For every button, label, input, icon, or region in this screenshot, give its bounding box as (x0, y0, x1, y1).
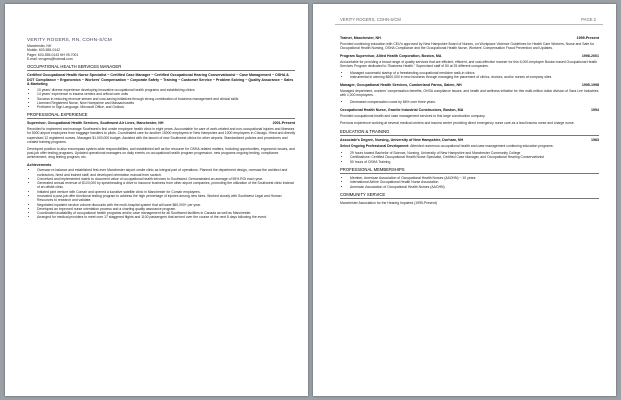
header-divider (335, 24, 603, 25)
list-item: • Proficient in Sign Language, Microsoft Office, and Outlook (37, 105, 295, 109)
section-heading: PROFESSIONAL EXPERIENCE (27, 112, 88, 118)
job-dates: 1999-Present (576, 36, 599, 40)
list-item: • Licensed Registered Nurse, New Hampshire and Massachusetts (37, 101, 295, 105)
job-heading-row (27, 121, 295, 126)
list-item: • Arranged for medical providers to meet over 17 staggered flights and 1100 passengers that arrived over the course of the next 8 days following the event. (37, 215, 295, 219)
job-bullets (340, 100, 599, 104)
page-2-content (340, 36, 599, 390)
divider (27, 118, 295, 119)
degree: Associate's Degree, Nursing, University of New Hampshire, Durham, NH (340, 137, 464, 142)
list-item: • Instrumental in winning $600,000 in new business through managing the placement of clinics, doctors, and/or nurses at company sites (350, 75, 599, 79)
contact-line: Mobile: 603-555-0142 (27, 48, 60, 53)
list-item: • Generated annual revenue of $120,000 by spearheading a drive to insource business from other airport companies, promoting the utilization of the Southwest clinic instead of an offsite clinic. (37, 181, 295, 190)
section-heading: PROFESSIONAL MEMBERSHIPS (340, 166, 405, 172)
job-dates: 1995-1998 (581, 83, 599, 88)
page-1-content (27, 38, 295, 390)
pd-paragraph: Select Ongoing Professional Development: Attended numerous occupational health and case management continuing education programs: (340, 144, 554, 149)
job-paragraph: Developed position to also encompass system-wide responsibilities, and established self as the resource for OSHA-related matters, including opportunities, ergonomic issues, and post-job offer testing programs. Updated operational managers on daily events on occupational health program progression, new programs ongoing testing, compliance achievement, drug testing program, etc. (27, 146, 295, 160)
job-paragraph: Provided occupational health and case management services to this large construction company. (340, 114, 486, 119)
list-item: • Oversaw re-balance and established first-ever Manchester airport onsite clinic as integral part of operations. Planned the department design, oversaw the architect and contractors, hired and trained staff, and developed orientation manual from scratch. (37, 168, 295, 177)
list-item: • American Association of Occupational Health Nurses (AAOHN) (350, 185, 599, 189)
previous-experience: Previous experience working at several medical centers and trauma center providing direct emergency nurse care as a lead trauma nurse and charge nurse. (340, 121, 575, 126)
degree-year: 1983 (591, 137, 599, 142)
list-item: • 50 hours of OSHA Training (350, 160, 599, 164)
job-title: Occupational Health Nurse, Granite Industrial Constructors, Boston, MA (340, 108, 464, 113)
summary-list (27, 88, 295, 109)
contact-line: Pager: 603-555-0143 NH 09-7001 (27, 52, 79, 57)
contact-line: Manchester, NH (27, 44, 52, 48)
list-item: • Developed an improved nurse orientation process and a charting quality assurance program. (37, 207, 295, 211)
list-item: • 29 hours toward Bachelor of Science, Nursing, University of New Hampshire and Manchester Community College (350, 151, 599, 155)
resume-page-1 (5, 4, 308, 396)
job-title: Supervisor, Occupational Health Services, Southwest Air Lines, Manchester, NH (27, 121, 164, 126)
list-item: • Success in reducing revenue stream and cost-saving initiatives through strong combination of business management and clinical skills (37, 97, 295, 101)
job-dates: 1994 (591, 108, 599, 113)
pd-text: Attended numerous occupational health and case management continuing education programs: (410, 144, 554, 149)
section-heading: EDUCATION & TRAINING (340, 128, 390, 134)
list-item: • Managed successful startup of a freestanding occupational medicine walk-in clinics (350, 71, 599, 75)
divider (27, 70, 295, 71)
job-paragraph: Provided continuing education with CEU's approved by New Hampshire Board of Nurses, on Workplace Violence Guidelines for Health Care Workers, Nurse and Safe for Occupational Health Nursing, OSHA Compliance and the Occupational Health Nurse, Workers' Compensation Fraud Prevention and Updates. (340, 41, 595, 50)
job-title: Trainer, Manchester, NH (340, 36, 381, 40)
pd-heading: Select Ongoing Professional Development (340, 144, 409, 149)
list-item: • Certifications: Certified Occupational Health Nurse Specialist, Certified Case Manager, and Occupational Hearing Conservationist (350, 155, 599, 159)
list-item: • Innovated a post-job offer functional testing program to address the high percentage of injuries among new hires. Worked closely with Southwest Legal and Human Resources to research and validate. (37, 194, 295, 203)
job-heading-row (340, 54, 599, 59)
list-item: • Coordinated availability of occupational health programs and/or case management for all Southwest facilities in Canada as well as Manchester. (37, 211, 295, 215)
job-title: Manager, Occupational Health Services, Cumberland Farms, Salem, NH (340, 83, 462, 88)
job-paragraph: Recruited to implement and manage Southwest's first onsite employee health clinic in eight years. Accountable for care of work-related and non-occupational injuries and illnesses for 5000 airport employees from baggage handlers to pilots. Coordinated care for another 15000 employees in New Hampshire and 1000 employees in Chicago. Hired and directly supervised 12 registered nurses. Managed $1,000,000 budget. Assisted with the launch of new Southwest clinics for other airports. Standardized policies and procedures and created training programs. (27, 127, 296, 144)
section-heading: COMMUNITY SERVICE (340, 191, 386, 197)
list-item: • Initiated joint venture with Comair and opened a lucrative satellite clinic in Manchester for Comair employees. (37, 190, 295, 194)
achievements-heading: Achievements (27, 162, 52, 167)
job-dates: 2001-Present (272, 121, 295, 126)
divider (340, 198, 599, 199)
job-title: Program Supervisor, Allied Health Corporation, Boston, MA (340, 54, 442, 59)
job-paragraph: Accountable for providing a broad range of quality services that are efficient, efficient, and cost-effective manner for this 6,000-employee Boston based Occupational Health Services Program dedicated to "Business Health." Supervised staff of 50 at 25 different companies. (340, 59, 598, 69)
job-heading-row (340, 36, 599, 41)
page-header-name: VERITY ROGERS, COHN-S/CM (340, 17, 401, 22)
list-item: • International Airline Occupational Health Nurse Association (350, 180, 599, 184)
job-bullets (340, 71, 599, 80)
list-item: • Decreased compensation costs by 66% over three years. (350, 100, 599, 104)
achievements-list (27, 168, 295, 220)
list-item: • 14 years' experience in trauma centers and critical care units (37, 92, 295, 96)
page-number: PAGE 2 (581, 17, 596, 22)
candidate-name: VERITY ROGERS, RN, COHN-S/CM (27, 38, 112, 43)
memberships-list (340, 176, 599, 189)
title-line: OCCUPATIONAL HEALTH SERVICES MANAGER (27, 64, 122, 70)
list-item: • 10 years' diverse experience developing innovative occupational health programs and establishing clinics (37, 88, 295, 92)
job-paragraph: Managed department, workers' compensation benefits, OHSA compliance issues, and health and wellness initiative for this multi-million dollar division of Sara Lee Industries with 1,000 employees. (340, 89, 599, 98)
list-item: • Conceived and implemented matrix to document value of occupational health services to Southwest. Demonstrated an average of 55% ROI each year. (37, 177, 295, 181)
divider (340, 135, 599, 136)
community-text: Manchester Association for the Hearing Impaired (1995-Present) (340, 200, 437, 205)
job-heading-row (340, 83, 599, 88)
divider (340, 173, 599, 174)
list-item: • Member, American Association of Occupational Health Nurses (AAOHN) ~ 10 years (350, 176, 599, 180)
resume-page-2 (313, 4, 616, 396)
list-item: • Negotiated inpatient service volume discounts with the multi-hospital system that will save $60,000+ per year. (37, 203, 295, 207)
job-dates: 1998-2001 (581, 54, 599, 59)
degree-row (340, 138, 599, 143)
contact-line: E-mail: vrrogers@hotmail.com (27, 56, 73, 61)
credentials-line: Certified Occupational Health Nurse Specialist ~ Certified Case Manager ~ Certified Occupational Hearing Conservationist ~ Case Management ~ OSHA & DOT Compliance ~ Ergonomics ~ Workers' Compensation ~ Corporate Safety ~ Training ~ Customer Service ~ Problem Solving ~ Quality Assurance ~ Sales & Marketing (27, 73, 294, 87)
pd-list (340, 151, 599, 164)
job-heading-row (340, 108, 599, 113)
